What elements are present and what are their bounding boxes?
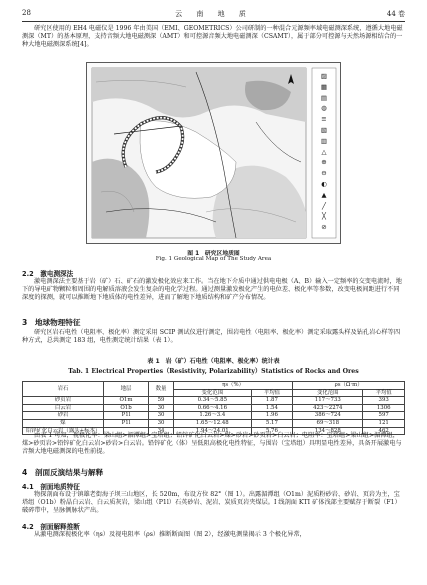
cell-eta-range: 1.65～12.48 <box>174 419 252 427</box>
col-rho-range: 变化范围 <box>293 389 363 397</box>
cell-rho-avg: 393 <box>363 397 405 405</box>
cell-rho-range: 134～828 <box>293 427 363 435</box>
cell-rho-range: 69～318 <box>293 419 363 427</box>
running-header <box>22 9 405 21</box>
cell-count: 59 <box>149 397 174 405</box>
table-row <box>23 397 405 405</box>
cell-count: 30 <box>149 404 174 412</box>
legend-symbol: ⊕ <box>321 158 327 167</box>
intro-paragraph: 研究区使用的 EH4 电磁仪是 1996 年由美国（EMI、GEOMETRICS）公司研制的一种混合元源频率域电磁测深系统，遵循大地电磁测深（MT）的基本原理，支持音频大地电磁测深（AMT）和可控源音频大地电磁测深（CSAMT），属于部分可控源与天然场源相结合的一种大地电磁测深系统[4]。 <box>22 25 403 49</box>
table-row <box>23 404 405 412</box>
col-resistivity: ρs（Ω·m） <box>293 382 405 390</box>
cell-count: 30 <box>149 412 174 420</box>
cell-eta-avg: 1.87 <box>251 397 293 405</box>
legend-symbol: ▧ <box>320 125 328 134</box>
cell-layer: O1m <box>104 397 149 405</box>
figure-caption-cn: 图 1 研究区地质图 <box>187 251 240 257</box>
cell-eta-avg: 1.96 <box>251 412 293 420</box>
cell-count: 34 <box>149 427 174 435</box>
section-2-2-heading: 2.2 激电测深法 <box>22 270 74 278</box>
cell-eta-avg: 5.17 <box>251 419 293 427</box>
cell-rho-range: 117～733 <box>293 397 363 405</box>
cell-eta-range: 1.94～24.01 <box>174 427 252 435</box>
cell-layer: P1l <box>104 412 149 420</box>
section-4-2-body: 从激电测深视极化率（ηs）及视电阻率（ρs）推断断面图（图 2），经激电测量揭示 3 个极化异常， <box>34 531 306 538</box>
electrical-properties-table <box>22 381 405 435</box>
section-4-heading: 4 剖面反演结果与解释 <box>22 468 104 477</box>
table-note-paragraph: 由表 1 可知，视极化率：梁山组>湄潭组>宝塔组；铅锌矿化白云岩>煤>砂岩>砂页岩>白云岩；电阻率：宝塔组>梁山组>湄潭组，煤>砂页岩>铅锌矿化白云岩>砂岩>白云岩。铅锌矿化（体）呈低阻高极化电性特征，与围岩（宝塔组）具明显电性差异，具备开展激电与音频大地电磁测深的电性前提。 <box>22 432 402 456</box>
table-title-cn: 表 1 岩（矿）石电性（电阻率、极化率）统计表 <box>147 358 280 365</box>
cell-eta-range: 0.66～4.16 <box>174 404 252 412</box>
figure-caption-en: Fig. 1 Geological Map of The Study Area <box>155 256 272 262</box>
col-count: 数量 <box>149 382 174 397</box>
cell-layer: P1l <box>104 419 149 427</box>
col-eta-range: 变化范围 <box>174 389 252 397</box>
cell-eta-range: 0.34～5.85 <box>174 397 252 405</box>
legend-symbol: ◍ <box>321 104 327 113</box>
cell-rho-avg: 1306 <box>363 404 405 412</box>
cell-rock: 砂页岩 <box>23 397 104 405</box>
table-body <box>23 397 405 435</box>
cell-rho-range: 386～724 <box>293 412 363 420</box>
legend-symbol: ▤ <box>320 93 328 102</box>
table-header-row <box>23 382 405 390</box>
section-3-body: 研究区岩石电性（电阻率、极化率）测定采用 SCIP 测试仪进行测定，围岩电性（电阻率、极化率）测定采取露头样及钻孔岩心样等四种方式，总共测定 183 组，电性测定统计结果（表 1）。 <box>22 329 401 345</box>
col-eta-avg: 平均值 <box>251 389 293 397</box>
cell-count: 30 <box>149 419 174 427</box>
cell-eta-avg: 5.76 <box>251 427 293 435</box>
cell-rho-avg: 121 <box>363 419 405 427</box>
legend-symbol: △ <box>321 147 327 156</box>
legend-symbol: ╳ <box>322 212 326 221</box>
cell-rock: 铅锌矿化白云岩（露头+标本） <box>23 427 104 435</box>
col-rho-avg: 平均值 <box>363 389 405 397</box>
legend-symbol: ≡ <box>321 115 327 124</box>
section-4-1-heading: 4.1 剖面地质特征 <box>22 483 80 491</box>
cell-rho-avg: 462 <box>363 427 405 435</box>
legend-symbol: ⊖ <box>321 169 327 178</box>
legend-symbol: ▥ <box>320 136 328 145</box>
cell-eta-avg: 1.54 <box>251 404 293 412</box>
legend-symbol: ▨ <box>320 72 328 80</box>
legend-symbol: ◐ <box>321 179 327 188</box>
cell-rock: 煤 <box>23 419 104 427</box>
page-number: 28 <box>22 9 31 17</box>
header-rule <box>22 21 405 22</box>
volume-number: 44 卷 <box>386 10 405 18</box>
section-3-heading: 3 地球物理特征 <box>22 318 81 327</box>
table-row <box>23 412 405 420</box>
col-polarizability: ηs（%） <box>174 382 293 390</box>
cell-eta-range: 1.26～3.4 <box>174 412 252 420</box>
legend-symbol: ╱ <box>322 201 326 210</box>
cell-rho-range: 423～2274 <box>293 404 363 412</box>
journal-title: 云 南 地 质 <box>175 10 252 18</box>
legend-symbol: ▦ <box>320 82 328 91</box>
cell-layer: O1b <box>104 404 149 412</box>
legend-symbol: ▲ <box>321 190 327 199</box>
table-title-en: Tab. 1 Electrical Properties（Resistivity, Polarizability）Statistics of Rocks and Ores <box>68 368 359 375</box>
cell-rock: 砂岩 <box>23 412 104 420</box>
geological-map <box>86 62 341 244</box>
map-legend-symbols <box>315 71 333 233</box>
cell-rho-avg: 597 <box>363 412 405 420</box>
col-layer: 地层 <box>104 382 149 397</box>
section-2-2-body: 激电测深法主要基于岩（矿）石、矿石的激发极化效应来工作。当在地下介质中通过供电电极（A、B）输入一定频率的交变电流时，地下的导电矿物颗粒和周围的电解质溶液会发生复杂的电化学过程。通过测量激发极化产生的电位差、极化率等参数，改变电极间距进行不同深度的探测，就可以推断地下地质体的电性差异，进而了解地下地质结构和矿产分布情况。 <box>22 278 402 302</box>
col-rock: 岩石 <box>23 382 104 397</box>
geological-map-figure <box>86 62 341 244</box>
table-row <box>23 419 405 427</box>
cell-rock: 白云岩 <box>23 404 104 412</box>
legend-symbol: ⊘ <box>321 223 327 232</box>
section-4-2-heading: 4.2 剖面解释推断 <box>22 523 80 531</box>
section-4-1-body: 物探剖面布设于镇雄老街海子坝三山地区，长 520m，布设方位 82°（图 1）。出露湄潭组（O1m）泥质粉砂岩、砂岩、页岩为主，宝塔组（O1b）粉晶白云岩、白云质灰岩，梁山组（P1l）石英砂岩、泥岩、炭质页岩夹煤层。I 线剖面 KTI 矿体浅部主要赋存于断裂（F1）破碎带中，呈脉侧脉状产出。 <box>22 491 401 515</box>
